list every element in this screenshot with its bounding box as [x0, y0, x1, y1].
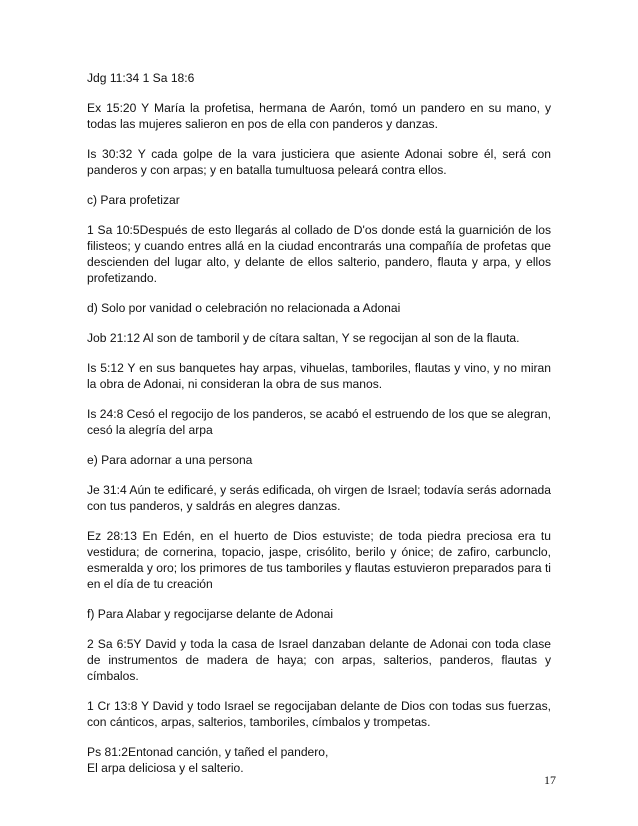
page-body	[87, 70, 551, 790]
poem-line-1: Ps 81:2Entonad canción, y tañed el pandero,	[87, 745, 329, 759]
section-heading-vanidad: d) Solo por vanidad o celebración no relacionada a Adonai	[87, 301, 401, 315]
poem-line-2: El arpa deliciosa y el salterio.	[87, 761, 244, 775]
paragraph-isaiah-5-12: Is 5:12 Y en sus banquetes hay arpas, vihuelas, tamboriles, flautas y vino, y no miran la obra de Adonai, ni consideran la obra de sus manos.	[87, 361, 551, 391]
paragraph-psalm-81-2	[87, 744, 551, 776]
paragraph-1-samuel-10-5: 1 Sa 10:5Después de esto llegarás al collado de D'os donde está la guarnición de los filisteos; y cuando entres allá en la ciudad encontrarás una compañía de profetas que descienden del lugar alto, y delante de ellos salterio, pandero, flauta y arpa, y ellos profetizando.	[87, 223, 551, 285]
page-number: 17	[544, 773, 556, 787]
paragraph-ezekiel-28-13: Ez 28:13 En Edén, en el huerto de Dios estuviste; de toda piedra preciosa era tu vestidura; de cornerina, topacio, jaspe, crisólito, berilo y ónice; de zafiro, carbunclo, esmeralda y oro; los primores de tus tamboriles y flautas estuvieron preparados para ti en el día de tu creación	[87, 529, 551, 591]
reference-line: Jdg 11:34 1 Sa 18:6	[87, 71, 195, 85]
paragraph-jeremiah-31-4: Je 31:4 Aún te edificaré, y serás edificada, oh virgen de Israel; todavía serás adornada con tus panderos, y saldrás en alegres danzas.	[87, 483, 551, 513]
section-heading-alabar: f) Para Alabar y regocijarse delante de Adonai	[87, 607, 334, 621]
section-heading-adornar: e) Para adornar a una persona	[87, 453, 253, 467]
paragraph-job-21-12: Job 21:12 Al son de tamboril y de cítara saltan, Y se regocijan al son de la flauta.	[87, 331, 520, 345]
section-heading-profetizar: c) Para profetizar	[87, 193, 180, 207]
paragraph-isaiah-30-32: Is 30:32 Y cada golpe de la vara justiciera que asiente Adonai sobre él, será con panderos y con arpas; y en batalla tumultuosa peleará contra ellos.	[87, 147, 551, 177]
paragraph-1-chronicles-13-8: 1 Cr 13:8 Y David y todo Israel se regocijaban delante de Dios con todas sus fuerzas, con cánticos, arpas, salterios, tamboriles, címbalos y trompetas.	[87, 699, 551, 729]
paragraph-2-samuel-6-5: 2 Sa 6:5Y David y toda la casa de Israel danzaban delante de Adonai con toda clase de instrumentos de madera de haya; con arpas, salterios, panderos, flautas y címbalos.	[87, 637, 551, 683]
paragraph-exodus-15-20: Ex 15:20 Y María la profetisa, hermana de Aarón, tomó un pandero en su mano, y todas las mujeres salieron en pos de ella con panderos y danzas.	[87, 101, 551, 131]
paragraph-isaiah-24-8: Is 24:8 Cesó el regocijo de los panderos, se acabó el estruendo de los que se alegran, cesó la alegría del arpa	[87, 407, 551, 437]
